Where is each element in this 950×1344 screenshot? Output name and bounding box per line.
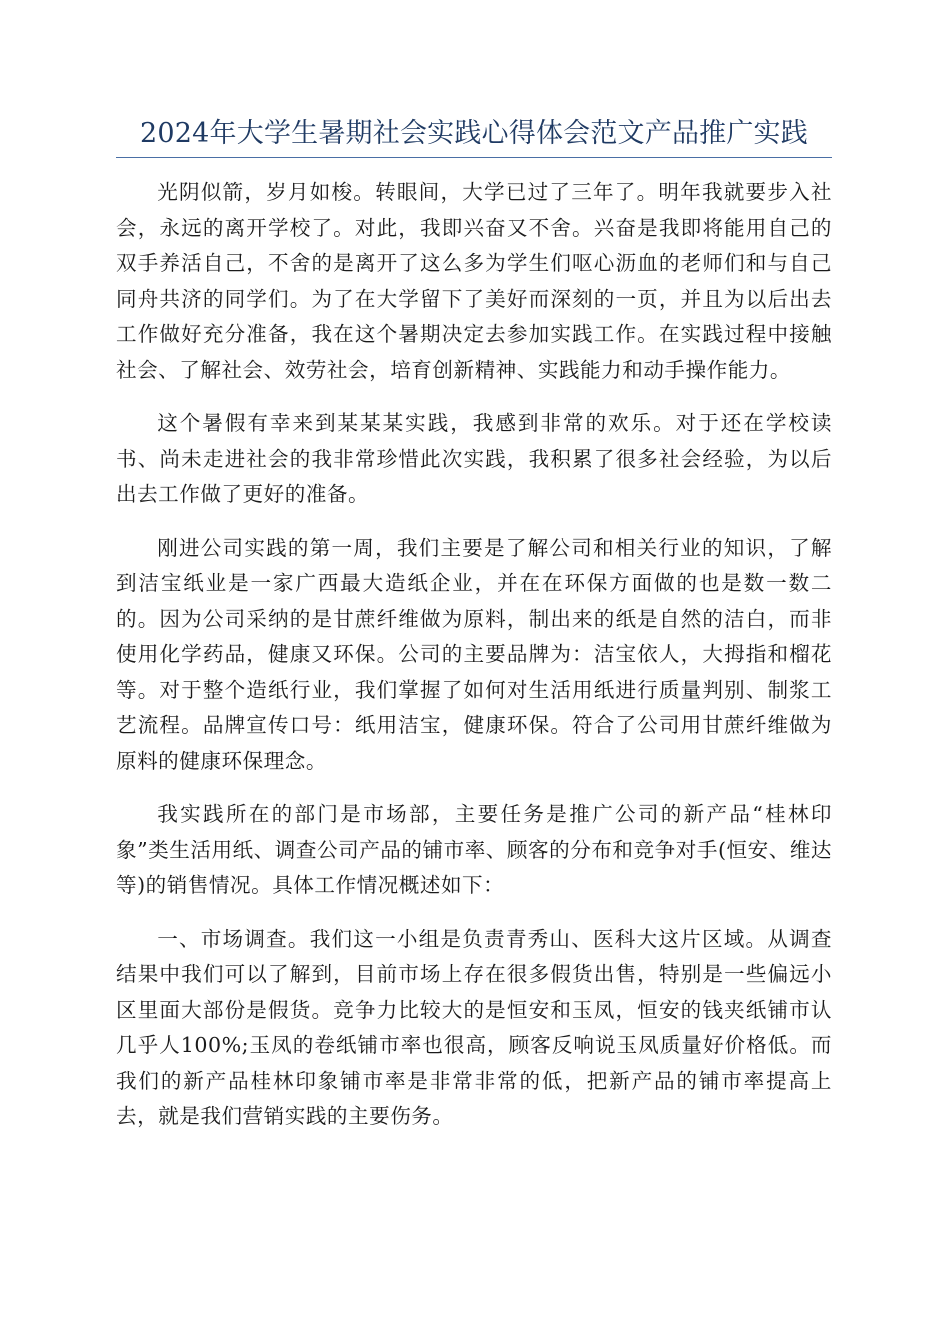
paragraph-intro: 光阴似箭，岁月如梭。转眼间，大学已过了三年了。明年我就要步入社会，永远的离开学校了。对此，我即兴奋又不舍。兴奋是我即将能用自己的双手养活自己，不舍的是离开了这么多为学生们呕心沥血的老师们和与自己同舟共济的同学们。为了在大学留下了美好而深刻的一页，并且为以后出去工作做好充分准备，我在这个暑期决定去参加实践工作。在实践过程中接触社会、了解社会、效劳社会，培育创新精神、实践能力和动手操作能力。 [116, 180, 832, 382]
paragraph-arrival: 这个暑假有幸来到某某某实践，我感到非常的欢乐。对于还在学校读书、尚未走进社会的我非常珍惜此次实践，我积累了很多社会经验，为以后出去工作做了更好的准备。 [116, 411, 832, 506]
paragraph-market-survey: 一、市场调查。我们这一小组是负责青秀山、医科大这片区域。从调查结果中我们可以了解到，目前市场上存在很多假货出售，特别是一些偏远小区里面大部份是假货。竞争力比较大的是恒安和玉凤，恒安的钱夹纸铺市认几乎人100%;玉凤的卷纸铺市率也很高，顾客反响说玉凤质量好价格低。而我们的新产品桂林印象铺市率是非常非常的低，把新产品的铺市率提高上去，就是我们营销实践的主要伤务。 [116, 926, 832, 1128]
document-body [116, 175, 832, 1153]
document-title: 2024年大学生暑期社会实践心得体会范文产品推广实践 [140, 118, 808, 149]
paragraph-department: 我实践所在的部门是市场部，主要任务是推广公司的新产品“桂林印象”类生活用纸、调查公司产品的铺市率、顾客的分布和竞争对手(恒安、维达等)的销售情况。具体工作情况概述如下： [116, 802, 832, 897]
title-underline [116, 157, 832, 158]
paragraph-first-week: 刚进公司实践的第一周，我们主要是了解公司和相关行业的知识，了解到洁宝纸业是一家广西最大造纸企业，并在在环保方面做的也是数一数二的。因为公司采纳的是甘蔗纤维做为原料，制出来的纸是自然的洁白，而非使用化学药品，健康又环保。公司的主要品牌为：洁宝依人，大拇指和榴花等。对于整个造纸行业，我们掌握了如何对生活用纸进行质量判别、制浆工艺流程。品牌宣传口号：纸用洁宝，健康环保。符合了公司用甘蔗纤维做为原料的健康环保理念。 [116, 535, 832, 773]
